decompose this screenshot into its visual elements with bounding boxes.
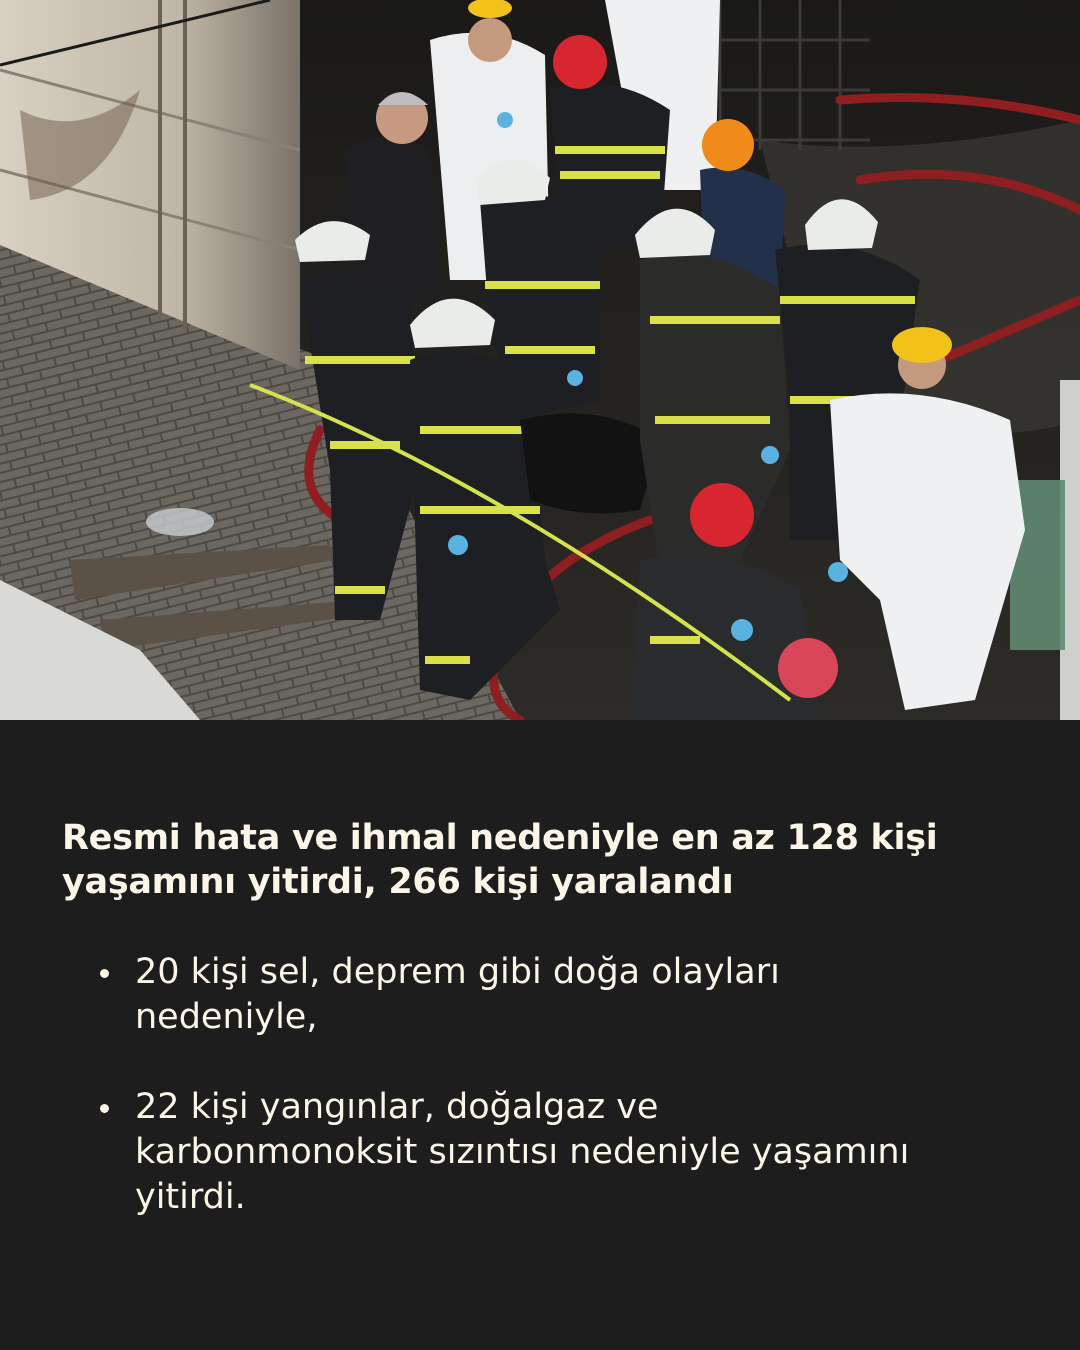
bullet-item-fires-gas-leaks	[0, 1085, 935, 1220]
bullet-text: 22 kişi yangınlar, doğalgaz ve karbonmonoksit sızıntısı nedeniyle yaşamını yitirdi.	[135, 1087, 910, 1217]
headline: Resmi hata ve ihmal nedeniyle en az 128 kişi yaşamını yitirdi, 266 kişi yaralandı	[62, 818, 938, 902]
bullet-text: 20 kişi sel, deprem gibi doğa olayları nedeniyle,	[135, 952, 780, 1037]
bullet-list	[0, 950, 1080, 1265]
bullet-item-natural-disasters	[0, 950, 935, 1040]
bullet-dot-icon	[100, 1104, 109, 1113]
bullet-dot-icon	[100, 969, 109, 978]
